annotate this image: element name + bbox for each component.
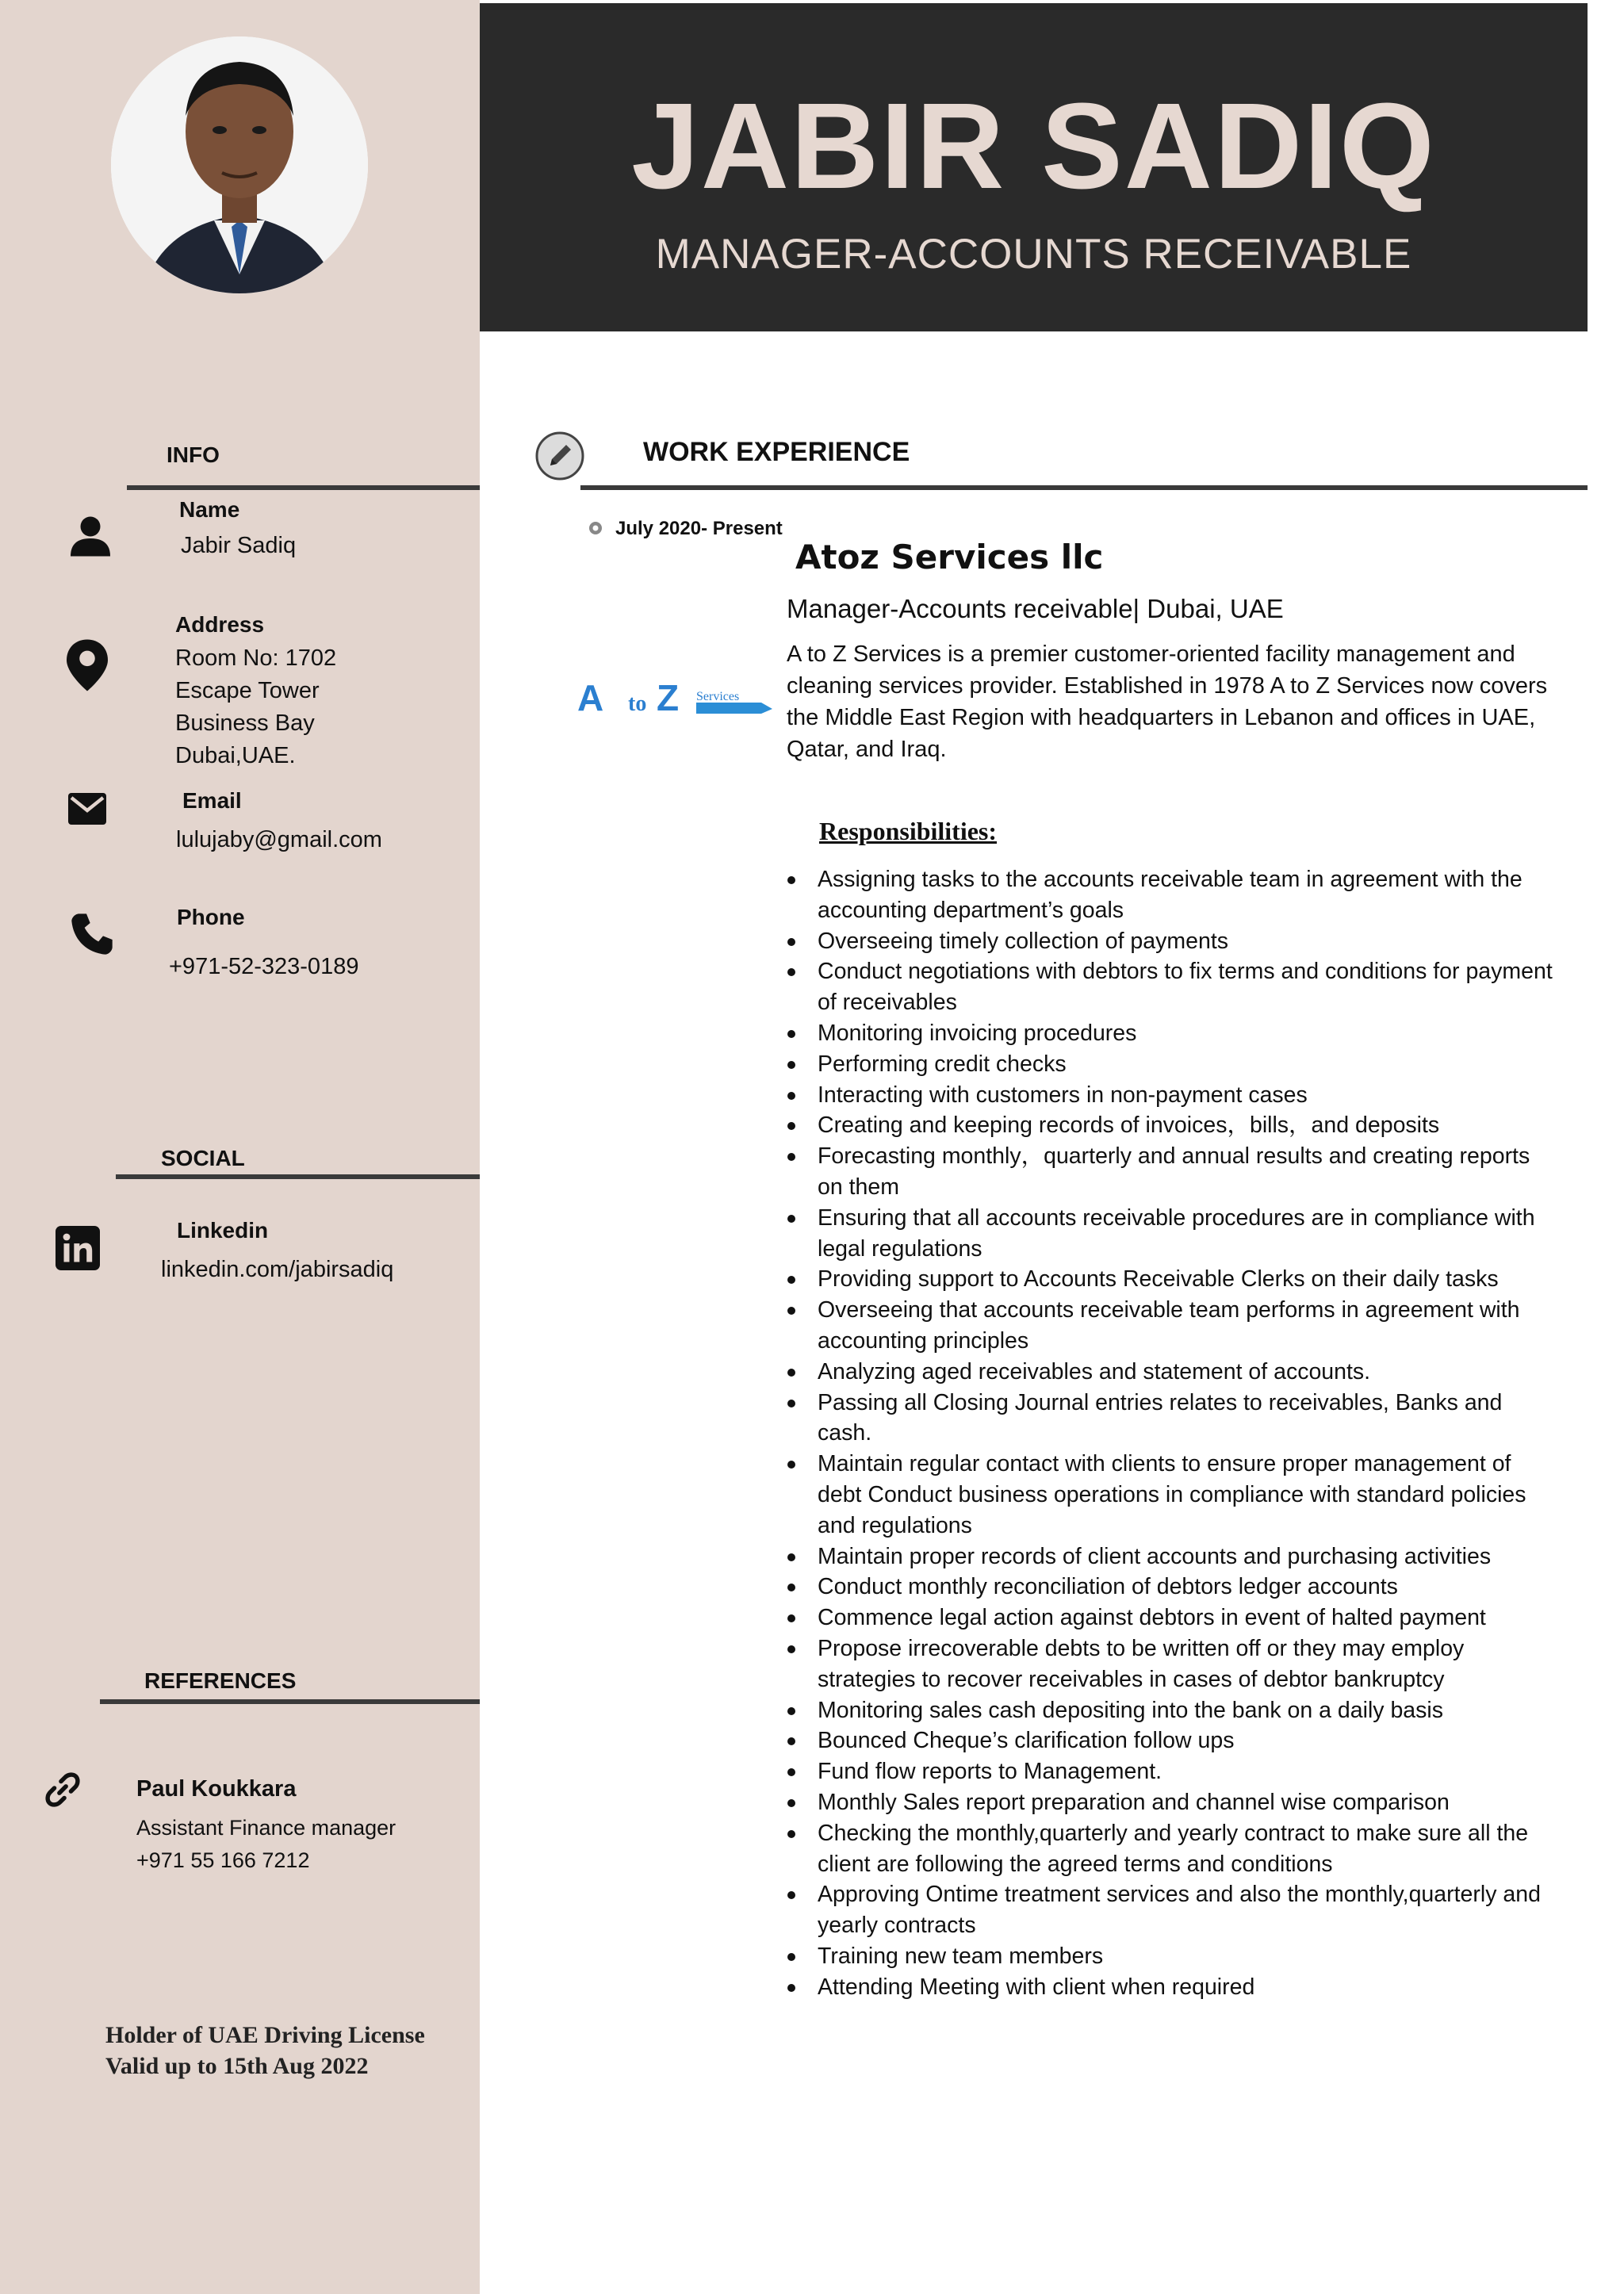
phone-icon — [70, 912, 114, 956]
responsibility-item: Conduct negotiations with debtors to fix terms and conditions for payment of receivables — [818, 956, 1555, 1018]
company-description: A to Z Services is a premier customer-oriented facility management and cleaning services provider. Established in 1978 A to Z Services now covers the Middle East Region with headquarters in Lebanon and offices in UAE, Qatar, and Iraq. — [787, 641, 1548, 762]
responsibility-item: Maintain proper records of client accounts and purchasing activities — [818, 1541, 1555, 1572]
responsibility-item: Passing all Closing Journal entries relates to receivables, Banks and cash. — [818, 1388, 1555, 1450]
responsibility-item: Monitoring sales cash depositing into the bank on a daily basis — [818, 1695, 1555, 1726]
license-line-1: Holder of UAE Driving License — [105, 2022, 425, 2048]
reference-role: Assistant Finance manager — [136, 1816, 396, 1840]
responsibility-item: Assigning tasks to the accounts receivable team in agreement with the accounting department’s goals — [818, 864, 1555, 926]
references-divider — [100, 1699, 480, 1704]
pencil-icon — [534, 431, 585, 481]
header-banner — [480, 3, 1588, 331]
responsibility-item: Ensuring that all accounts receivable procedures are in compliance with legal regulations — [818, 1203, 1555, 1265]
link-icon — [43, 1770, 82, 1810]
address-line: Dubai,UAE. — [175, 743, 296, 768]
license-line-2: Valid up to 15th Aug 2022 — [105, 2053, 369, 2079]
address-line: Business Bay — [175, 710, 315, 736]
linkedin-value[interactable]: linkedin.com/jabirsadiq — [161, 1257, 394, 1282]
responsibility-item: Forecasting monthly，quarterly and annual results and creating reports on them — [818, 1141, 1555, 1203]
responsibility-item: Overseeing that accounts receivable team performs in agreement with accounting principles — [818, 1295, 1555, 1357]
responsibility-item: Monitoring invoicing procedures — [818, 1018, 1555, 1049]
phone-label: Phone — [177, 905, 245, 929]
atoz-logo — [577, 674, 772, 715]
responsibility-item: Training new team members — [818, 1941, 1555, 1972]
candidate-name: JABIR SADIQ — [631, 78, 1436, 214]
responsibility-item: Maintain regular contact with clients to ensure proper management of debt Conduct business operations in compliance with standard policies and regulations — [818, 1449, 1555, 1541]
address-line: Escape Tower — [175, 678, 320, 703]
address-line: Room No: 1702 — [175, 645, 337, 671]
responsibility-item: Overseeing timely collection of payments — [818, 926, 1555, 957]
work-experience-heading: WORK EXPERIENCE — [643, 437, 910, 467]
references-heading: REFERENCES — [144, 1668, 297, 1693]
logo-letter-z: Z — [657, 677, 680, 715]
job-date: July 2020- Present — [615, 518, 783, 539]
responsibility-item: Conduct monthly reconciliation of debtors ledger accounts — [818, 1572, 1555, 1603]
responsibility-item: Performing credit checks — [818, 1049, 1555, 1080]
location-pin-icon — [67, 639, 108, 691]
responsibility-item: Monthly Sales report preparation and channel wise comparison — [818, 1787, 1555, 1818]
responsibility-item: Interacting with customers in non-payment cases — [818, 1080, 1555, 1111]
info-divider — [127, 485, 480, 490]
responsibility-item: Bounced Cheque’s clarification follow ups — [818, 1725, 1555, 1756]
responsibility-item: Approving Ontime treatment services and also the monthly,quarterly and yearly contracts — [818, 1879, 1555, 1941]
responsibility-item: Fund flow reports to Management. — [818, 1756, 1555, 1787]
email-value[interactable]: lulujaby@gmail.com — [176, 827, 382, 852]
reference-name: Paul Koukkara — [136, 1776, 297, 1802]
linkedin-label: Linkedin — [177, 1218, 269, 1243]
social-divider — [116, 1174, 480, 1179]
info-heading: INFO — [167, 442, 220, 467]
driving-license-note — [105, 2020, 425, 2081]
name-label: Name — [179, 497, 240, 522]
candidate-title: MANAGER-ACCOUNTS RECEIVABLE — [655, 231, 1412, 278]
timeline-dot-icon — [587, 519, 604, 537]
logo-to: to — [628, 691, 647, 715]
responsibility-item: Analyzing aged receivables and statement of accounts. — [818, 1357, 1555, 1388]
responsibility-item: Creating and keeping records of invoices，bills，and deposits — [818, 1110, 1555, 1141]
linkedin-icon — [56, 1226, 100, 1270]
email-label: Email — [182, 788, 242, 813]
responsibility-item: Providing support to Accounts Receivable Clerks on their daily tasks — [818, 1264, 1555, 1295]
reference-phone: +971 55 166 7212 — [136, 1848, 310, 1872]
work-experience-divider — [580, 485, 1588, 490]
address-label: Address — [175, 612, 265, 637]
responsibility-item: Commence legal action against debtors in event of halted payment — [818, 1603, 1555, 1633]
profile-photo-image — [111, 36, 368, 293]
social-heading: SOCIAL — [161, 1146, 245, 1170]
email-icon — [68, 793, 106, 825]
logo-services: Services — [696, 690, 740, 703]
responsibility-item: Attending Meeting with client when required — [818, 1972, 1555, 2003]
person-icon — [67, 511, 114, 558]
logo-letter-a: A — [577, 677, 604, 715]
responsibilities-heading: Responsibilities: — [819, 817, 998, 845]
name-value: Jabir Sadiq — [181, 533, 297, 558]
company-name: Atoz Services llc — [795, 538, 1104, 576]
responsibility-item: Propose irrecoverable debts to be written off or they may employ strategies to recover receivables in cases of debtor bankruptcy — [818, 1633, 1555, 1695]
job-role: Manager-Accounts receivable| Dubai, UAE — [787, 594, 1284, 623]
responsibilities-list — [818, 864, 1555, 2002]
responsibility-item: Checking the monthly,quarterly and yearly contract to make sure all the client are following the agreed terms and conditions — [818, 1818, 1555, 1880]
address-value — [175, 642, 336, 772]
phone-value[interactable]: +971-52-323-0189 — [169, 954, 359, 979]
profile-photo — [111, 36, 368, 293]
